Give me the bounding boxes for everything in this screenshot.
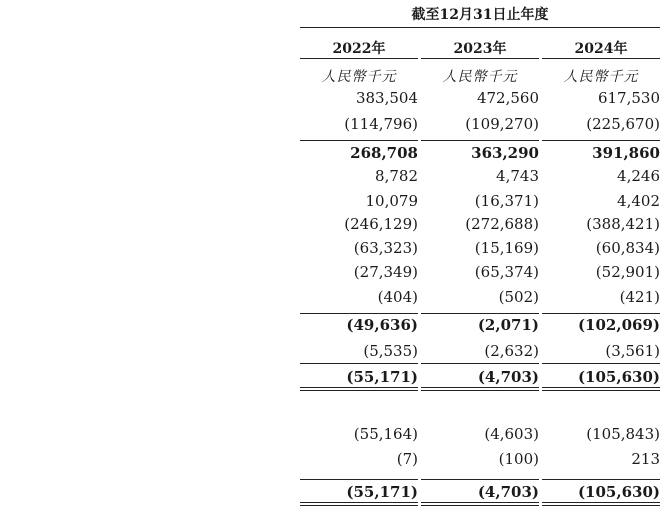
row-value: (421) [619,288,660,306]
total-double-rule [542,505,660,506]
row-value: (49,636) [346,316,418,334]
row-value: (3,561) [605,342,660,360]
table-row [0,89,660,111]
period-underline [300,27,660,28]
subtotal-rule [542,479,660,480]
table-row [0,239,660,261]
row-value: 363,290 [471,144,539,162]
row-value: 4,246 [617,167,660,185]
subtotal-rule [421,313,539,314]
total-double-rule [300,502,418,503]
row-value: (7) [396,450,418,468]
row-value: (4,703) [477,368,539,386]
row-value: (502) [498,288,539,306]
year-underline [542,58,660,59]
period-header: 截至12月31日止年度 [411,7,549,23]
row-value: (105,843) [586,425,660,443]
total-double-rule [542,390,660,391]
row-value: (15,169) [474,239,539,257]
year-header-2022: 2022年 [332,41,386,57]
table-row [0,144,660,166]
row-value: 4,402 [617,192,660,210]
row-value: (2,632) [484,342,539,360]
year-header-2024: 2024年 [574,41,628,57]
table-row [0,115,660,137]
row-value: (272,688) [465,215,539,233]
table-row [0,450,660,472]
row-value: (388,421) [586,215,660,233]
table-row [0,425,660,447]
row-value: (55,171) [346,483,418,501]
subtotal-rule [542,313,660,314]
row-value: (55,171) [346,368,418,386]
total-double-rule [542,387,660,388]
year-underline [300,58,418,59]
row-value: (246,129) [344,215,418,233]
row-value: (2,071) [477,316,539,334]
row-value: (4,603) [484,425,539,443]
row-value: (27,349) [353,263,418,281]
row-value: (109,270) [465,115,539,133]
table-row [0,398,660,420]
subtotal-rule [300,363,418,364]
row-value: 4,743 [496,167,539,185]
subtotal-rule [300,479,418,480]
total-double-rule [300,505,418,506]
subtotal-rule [300,140,418,141]
row-value: (114,796) [344,115,418,133]
row-value: (4,703) [477,483,539,501]
row-value: (225,670) [586,115,660,133]
row-value: (5,535) [363,342,418,360]
row-value: 617,530 [597,89,660,107]
row-value: 268,708 [350,144,418,162]
table-row [0,263,660,285]
subtotal-rule [542,363,660,364]
total-double-rule [421,387,539,388]
row-value: (52,901) [595,263,660,281]
total-double-rule [300,390,418,391]
row-value: (63,323) [353,239,418,257]
total-double-rule [421,505,539,506]
row-value: (105,630) [577,483,660,501]
row-value: (100) [498,450,539,468]
table-row [0,316,660,338]
total-double-rule [421,502,539,503]
row-value: (102,069) [577,316,660,334]
subtotal-rule [300,313,418,314]
total-double-rule [542,502,660,503]
table-row [0,215,660,237]
table-row [0,192,660,214]
total-double-rule [300,387,418,388]
row-value: 10,079 [365,192,418,210]
unit-label: 人民幣千元 [563,69,639,85]
row-value: 472,560 [476,89,539,107]
row-value: 8,782 [375,167,418,185]
row-value: (55,164) [353,425,418,443]
total-double-rule [421,390,539,391]
subtotal-rule [421,140,539,141]
year-underline [421,58,539,59]
row-value: (404) [377,288,418,306]
row-value: (105,630) [577,368,660,386]
unit-label: 人民幣千元 [442,69,518,85]
year-header-2023: 2023年 [453,41,507,57]
table-row [0,288,660,310]
row-value: 391,860 [592,144,660,162]
subtotal-rule [421,479,539,480]
table-row [0,342,660,364]
table-row [0,167,660,189]
row-value: 213 [631,450,660,468]
unit-label: 人民幣千元 [321,69,397,85]
row-value: 383,504 [355,89,418,107]
subtotal-rule [542,140,660,141]
row-value: (16,371) [474,192,539,210]
subtotal-rule [421,363,539,364]
row-value: (60,834) [595,239,660,257]
row-value: (65,374) [474,263,539,281]
